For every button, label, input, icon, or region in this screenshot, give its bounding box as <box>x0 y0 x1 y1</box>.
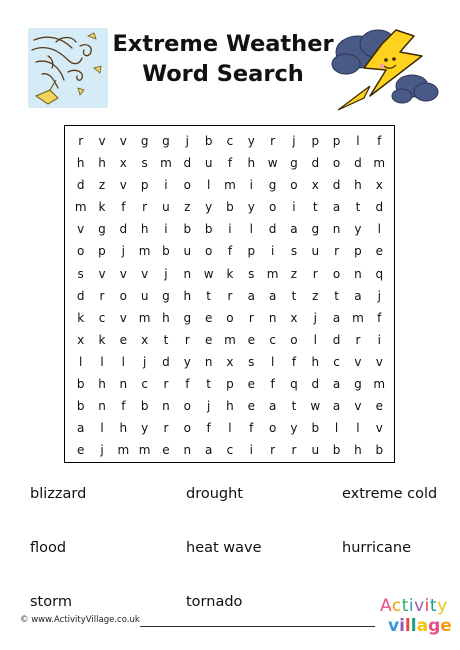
grid-letter: n <box>354 266 362 281</box>
grid-letter: x <box>226 354 234 369</box>
grid-letter: f <box>121 399 126 414</box>
grid-letter: e <box>162 443 170 458</box>
grid-letter: y <box>183 354 191 369</box>
grid-letter: r <box>78 134 84 148</box>
grid-letter: h <box>98 156 106 171</box>
grid-letter: x <box>119 156 127 171</box>
grid-letter: t <box>206 377 211 392</box>
grid-letter: f <box>227 244 233 259</box>
grid-letter: p <box>226 377 234 392</box>
grid-letter: q <box>290 377 298 392</box>
grid-letter: t <box>334 288 339 303</box>
grid-letter: d <box>375 200 384 215</box>
grid-letter: y <box>247 134 255 148</box>
grid-letter: y <box>205 200 213 215</box>
grid-letter: y <box>141 421 149 436</box>
grid-letter: e <box>375 399 383 414</box>
grid-letter: g <box>311 222 320 237</box>
grid-letter: i <box>228 222 232 237</box>
grid-letter: l <box>100 354 104 369</box>
grid-letter: b <box>204 134 213 148</box>
grid-letter: j <box>292 134 296 148</box>
copyright-url: © www.ActivityVillage.co.uk <box>20 615 140 625</box>
grid-letter: a <box>332 310 341 325</box>
grid-letter: u <box>183 244 192 259</box>
activity-village-logo <box>380 596 452 642</box>
grid-letter: b <box>375 443 384 458</box>
grid-letter: i <box>377 332 381 347</box>
grid-letter: m <box>224 178 236 193</box>
storm-illustration <box>330 26 442 112</box>
grid-letter: n <box>268 310 277 325</box>
grid-letter: e <box>247 332 255 347</box>
grid-letter: v <box>98 266 106 281</box>
grid-letter: a <box>247 288 255 303</box>
grid-letter: z <box>98 178 106 193</box>
grid-letter: m <box>160 156 172 171</box>
grid-letter: g <box>183 310 192 325</box>
grid-letter: e <box>247 377 255 392</box>
grid-letter: r <box>312 266 318 281</box>
grid-letter: o <box>204 244 213 259</box>
grid-letter: m <box>138 443 151 458</box>
grid-letter: g <box>162 134 170 148</box>
word-search-grid <box>64 125 395 463</box>
lightning-cloud-icon <box>330 26 442 112</box>
grid-letter: e <box>76 443 85 458</box>
grid-letter: z <box>184 200 191 215</box>
grid-letter: f <box>227 156 233 171</box>
grid-letter: r <box>142 200 148 215</box>
grid-letter: v <box>119 310 127 325</box>
grid-letter: i <box>164 222 168 237</box>
grid-letter: d <box>162 354 170 369</box>
grid-letter: f <box>291 354 297 369</box>
grid-letter: v <box>141 266 149 281</box>
grid-letter: z <box>312 288 319 303</box>
grid-letter: e <box>119 332 128 347</box>
grid-letter: d <box>76 178 85 193</box>
grid-letter: g <box>354 377 362 392</box>
grid-letter: b <box>76 377 85 392</box>
grid-letter: r <box>291 443 297 458</box>
grid-letter: h <box>226 399 234 414</box>
grid-letter: c <box>226 443 234 458</box>
grid-letter: b <box>311 421 320 436</box>
grid-letter: s <box>290 244 298 259</box>
grid-letter: e <box>204 332 213 347</box>
grid-letter: x <box>290 310 298 325</box>
grid-letter: o <box>290 332 298 347</box>
grid-letter: w <box>203 266 214 281</box>
grid-letter: o <box>268 200 277 215</box>
word-list-item: hurricane <box>342 540 412 556</box>
grid-letter: a <box>332 377 341 392</box>
grid-letter: n <box>162 399 170 414</box>
grid-letter: t <box>163 332 169 347</box>
grid-letter: m <box>373 156 386 171</box>
grid-letter: v <box>354 399 362 414</box>
grid-letter: r <box>270 134 276 148</box>
grid-letter: t <box>291 288 297 303</box>
grid-letter: r <box>248 310 254 325</box>
grid-letter: t <box>355 200 361 215</box>
grid-letter: d <box>332 332 341 347</box>
grid-letter: e <box>375 244 383 259</box>
grid-letter: p <box>247 244 256 259</box>
grid-letter: h <box>119 421 128 436</box>
grid-letter: h <box>98 377 106 392</box>
grid-letter: x <box>311 178 319 193</box>
grid-letter: v <box>354 354 362 369</box>
grid-letter: s <box>248 266 255 281</box>
grid-letter: h <box>162 310 170 325</box>
word-list-item: extreme cold <box>342 486 438 502</box>
grid-letter: i <box>249 443 253 458</box>
grid-letter: n <box>204 354 213 369</box>
grid-letter: l <box>377 222 381 237</box>
grid-letter: a <box>354 288 362 303</box>
grid-letter: n <box>98 399 106 414</box>
grid-letter: c <box>98 310 106 325</box>
grid-letter: h <box>354 178 362 193</box>
grid-letter: i <box>249 178 253 193</box>
grid-letter: v <box>375 354 383 369</box>
grid-letter: n <box>119 377 128 392</box>
logo-line-2: village <box>388 616 452 636</box>
grid-letter: d <box>311 377 320 392</box>
grid-letter: a <box>268 288 277 303</box>
grid-letter: b <box>204 222 213 237</box>
grid-letter: p <box>354 244 362 259</box>
word-list-item: blizzard <box>30 486 87 502</box>
grid-letter: x <box>375 178 383 193</box>
grid-letter: o <box>183 178 191 193</box>
grid-letter: d <box>119 222 128 237</box>
grid-letter: i <box>270 244 275 259</box>
grid-letter: c <box>333 354 340 369</box>
grid-letter: a <box>332 399 341 414</box>
grid-letter: r <box>334 244 340 259</box>
grid-letter: f <box>377 310 382 325</box>
grid-letter: o <box>332 156 341 171</box>
wind-icon <box>28 28 108 108</box>
word-list-item: tornado <box>186 594 243 610</box>
grid-letter: k <box>98 200 106 215</box>
grid-letter: i <box>164 178 168 193</box>
grid-letter: p <box>311 134 320 148</box>
letter-grid <box>70 130 390 461</box>
grid-letter: m <box>138 244 151 259</box>
grid-letter: m <box>74 200 87 215</box>
grid-letter: f <box>249 421 254 436</box>
grid-letter: l <box>228 421 232 436</box>
grid-letter: c <box>141 377 148 392</box>
grid-letter: d <box>76 288 85 303</box>
grid-letter: r <box>163 377 169 392</box>
grid-letter: a <box>268 399 277 414</box>
grid-letter: y <box>290 421 298 436</box>
grid-letter: o <box>183 399 191 414</box>
grid-letter: m <box>117 443 130 458</box>
grid-letter: l <box>100 421 104 436</box>
grid-letter: j <box>185 134 189 148</box>
grid-letter: h <box>311 354 320 369</box>
grid-letter: o <box>119 288 127 303</box>
word-list-item: drought <box>186 486 243 502</box>
grid-letter: b <box>76 399 85 414</box>
grid-letter: c <box>269 332 276 347</box>
grid-letter: v <box>98 134 106 148</box>
grid-letter: j <box>142 354 147 369</box>
grid-letter: a <box>332 200 341 215</box>
page-title <box>108 29 338 89</box>
grid-letter: r <box>270 443 276 458</box>
grid-letter: l <box>270 354 275 369</box>
grid-letter: v <box>375 421 383 436</box>
grid-letter: v <box>119 178 127 193</box>
grid-letter: h <box>354 443 362 458</box>
grid-letter: d <box>268 222 277 237</box>
grid-letter: o <box>183 421 191 436</box>
grid-letter: f <box>185 377 190 392</box>
grid-letter: j <box>313 310 317 325</box>
grid-letter: k <box>226 266 234 281</box>
wind-illustration <box>28 28 108 108</box>
grid-letter: o <box>76 244 85 259</box>
grid-letter: s <box>248 354 255 369</box>
word-list-item: storm <box>30 594 72 610</box>
grid-letter: n <box>183 443 192 458</box>
grid-letter: j <box>206 399 211 414</box>
grid-letter: l <box>356 134 360 148</box>
grid-letter: g <box>290 156 298 171</box>
grid-letter: u <box>204 156 213 171</box>
grid-letter: w <box>310 399 321 414</box>
grid-letter: d <box>354 156 362 171</box>
grid-letter: g <box>268 178 277 193</box>
grid-letter: g <box>140 134 149 148</box>
grid-letter: u <box>311 443 320 458</box>
grid-letter: d <box>311 156 320 171</box>
grid-letter: y <box>247 200 255 215</box>
grid-letter: h <box>140 222 149 237</box>
word-list-item: flood <box>30 540 67 556</box>
grid-letter: f <box>377 134 382 148</box>
grid-letter: i <box>292 200 296 215</box>
grid-letter: n <box>183 266 192 281</box>
grid-letter: r <box>227 288 233 303</box>
grid-letter: x <box>141 332 149 347</box>
grid-letter: q <box>375 266 384 281</box>
grid-letter: w <box>267 156 278 171</box>
grid-letter: r <box>99 288 105 303</box>
grid-letter: j <box>377 288 381 303</box>
grid-letter: f <box>270 377 275 392</box>
grid-letter: f <box>121 200 126 215</box>
grid-letter: f <box>206 421 211 436</box>
grid-letter: b <box>332 443 341 458</box>
grid-letter: g <box>98 222 106 237</box>
grid-letter: g <box>162 288 170 303</box>
grid-letter: j <box>100 443 104 458</box>
grid-letter: d <box>332 178 341 193</box>
grid-letter: u <box>311 244 320 259</box>
grid-letter: y <box>354 222 362 237</box>
grid-letter: o <box>268 421 277 436</box>
grid-letter: c <box>226 134 234 148</box>
grid-letter: p <box>332 134 341 148</box>
grid-letter: r <box>163 421 169 436</box>
grid-letter: b <box>140 399 149 414</box>
grid-letter: j <box>121 244 125 259</box>
grid-letter: m <box>224 332 236 347</box>
grid-letter: m <box>352 310 364 325</box>
grid-letter: k <box>98 332 106 347</box>
grid-letter: v <box>77 222 85 237</box>
grid-letter: v <box>119 134 127 148</box>
grid-letter: k <box>77 310 85 325</box>
footer-divider <box>140 626 375 627</box>
logo-line-1: Activity <box>380 596 448 616</box>
grid-letter: h <box>76 156 85 171</box>
title-line-2: Word Search <box>142 61 304 87</box>
grid-letter: u <box>162 200 170 215</box>
grid-letter: v <box>119 266 127 281</box>
grid-letter: r <box>355 332 361 347</box>
grid-letter: r <box>184 332 190 347</box>
grid-letter: l <box>356 421 360 436</box>
grid-letter: t <box>206 288 211 303</box>
grid-letter: a <box>204 443 213 458</box>
grid-letter: l <box>249 222 253 237</box>
grid-letter: s <box>77 266 84 281</box>
grid-letter: b <box>183 222 192 237</box>
grid-letter: l <box>206 178 211 193</box>
grid-letter: n <box>332 222 341 237</box>
grid-letter: h <box>183 288 192 303</box>
title-line-1: Extreme Weather <box>112 31 334 57</box>
grid-letter: s <box>141 156 148 171</box>
grid-letter: h <box>247 156 256 171</box>
grid-letter: m <box>138 310 151 325</box>
grid-letter: m <box>266 266 279 281</box>
grid-letter: t <box>312 200 318 215</box>
grid-letter: a <box>290 222 298 237</box>
grid-letter: m <box>373 377 386 392</box>
grid-letter: l <box>313 332 317 347</box>
grid-letter: u <box>140 288 149 303</box>
grid-letter: e <box>247 399 255 414</box>
grid-letter: b <box>226 200 234 215</box>
grid-letter: a <box>76 421 85 436</box>
grid-letter: b <box>162 244 170 259</box>
grid-letter: o <box>332 266 341 281</box>
grid-letter: l <box>334 421 339 436</box>
grid-letter: p <box>98 244 106 259</box>
grid-letter: o <box>226 310 234 325</box>
grid-letter: t <box>291 399 297 414</box>
word-list-item: heat wave <box>186 540 262 556</box>
grid-letter: z <box>290 266 298 281</box>
grid-letter: j <box>164 266 168 281</box>
grid-letter: p <box>140 178 149 193</box>
grid-letter: l <box>121 354 125 369</box>
grid-letter: e <box>204 310 213 325</box>
grid-letter: o <box>290 178 298 193</box>
grid-letter: d <box>183 156 192 171</box>
grid-letter: l <box>78 354 83 369</box>
grid-letter: x <box>77 332 85 347</box>
